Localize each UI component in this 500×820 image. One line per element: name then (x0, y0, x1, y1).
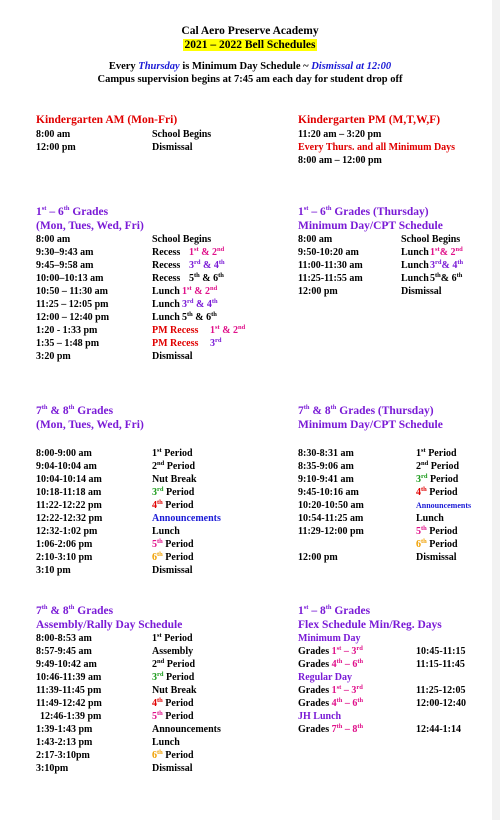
section-title: 7th & 8th Grades (Thursday) (298, 404, 434, 417)
year-title: 2021 – 2022 Bell Schedules (184, 39, 316, 51)
section-title: 1st – 8th Grades (298, 604, 371, 617)
minimum-day-note: Every Thursday is Minimum Day Schedule ~ Dismissal at 12:00 (108, 61, 392, 72)
grades-7-8-thursday-section: 7th & 8th Grades (Thursday) Minimum Day/CPT Schedule 8:30-8:31 am 1st Period 8:35-9:06 am 2nd Period 9:10-9:41 am 3rd Period 9:45-10:16 am 4th Period 10:20-10:50 am Announcements 10:54-11:25 am Lunch 11:29-12:00 pm 5th Period 6th Period 12:00 pm Dismissal (298, 404, 498, 564)
kindergarten-pm-section: Kindergarten PM (M,T,W,F) 11:20 am – 3:20 pm Every Thurs. and all Minimum Days 8:00 am – 12:00 pm (298, 113, 498, 167)
section-title: 7th & 8th Grades (36, 404, 114, 417)
section-title: 1st – 6th Grades (36, 205, 109, 218)
assembly-rally-section: 7th & 8th Grades Assembly/Rally Day Schedule 8:00-8:53 am 1st Period 8:57-9:45 am Assembly 9:49-10:42 am 2nd Period 10:46-11:39 am 3rd Period 11:39-11:45 pm Nut Break 11:49-12:42 pm 4th Period 12:46-1:39 pm 5th Period 1:39-1:43 pm Announcements 1:43-2:13 pm Lunch 2:17-3:10pm 6th Period 3:10pm Dismissal (36, 604, 286, 775)
section-title: Kindergarten AM (Mon-Fri) (36, 114, 178, 126)
flex-schedule-section: 1st – 8th Grades Flex Schedule Min/Reg. Days Minimum Day Grades 1st – 3rd 10:45-11:15 Grades 4th – 6th 11:15-11:45 Regular Day Grades 1st – 3rd 11:25-12:05 Grades 4th – 6th 12:00-12:40 JH Lunch Grades 7th – 8th 12:44-1:14 (298, 604, 498, 736)
supervision-note: Campus supervision begins at 7:45 am each day for student drop off (97, 74, 403, 85)
header (0, 24, 500, 86)
section-title: 1st – 6th Grades (Thursday) (298, 205, 429, 218)
section-title: Kindergarten PM (M,T,W,F) (298, 114, 441, 126)
school-name: Cal Aero Preserve Academy (181, 25, 319, 37)
grades-1-6-thursday-section: 1st – 6th Grades (Thursday) Minimum Day/CPT Schedule 8:00 am School Begins 9:50-10:20 am Lunch 1st& 2nd 11:00-11:30 am Lunch 3rd& 4th 11:25-11:55 am Lunch 5th& 6th 12:00 pm Dismissal (298, 205, 498, 298)
section-title: 7th & 8th Grades (36, 604, 114, 617)
page-edge (492, 0, 500, 820)
grades-7-8-regular-section: 7th & 8th Grades (Mon, Tues, Wed, Fri) 8:00-9:00 am 1st Period 9:04-10:04 am 2nd Period 10:04-10:14 am Nut Break 10:18-11:18 am 3rd Period 11:22-12:22 pm 4th Period 12:22-12:32 pm Announcements 12:32-1:02 pm Lunch 1:06-2:06 pm 5th Period 2:10-3:10 pm 6th Period 3:10 pm Dismissal (36, 404, 286, 577)
kindergarten-am-section: Kindergarten AM (Mon-Fri) 8:00 am School Begins 12:00 pm Dismissal (36, 113, 246, 154)
grades-1-6-regular-section: 1st – 6th Grades (Mon, Tues, Wed, Fri) 8:00 am School Begins 9:30–9:43 am Recess 1st & 2nd 9:45–9:58 am Recess 3rd & 4th 10:00–10:13 am Recess 5th & 6th 10:50 – 11:30 am Lunch 1st & 2nd 11:25 – 12:05 pm Lunch 3rd & 4th 12:00 – 12:40 pm Lunch 5th & 6th 1:20 - 1:33 pm PM Recess 1st & 2nd 1:35 – 1:48 pm PM Recess 3rd 3:20 pm Dismissal (36, 205, 286, 363)
